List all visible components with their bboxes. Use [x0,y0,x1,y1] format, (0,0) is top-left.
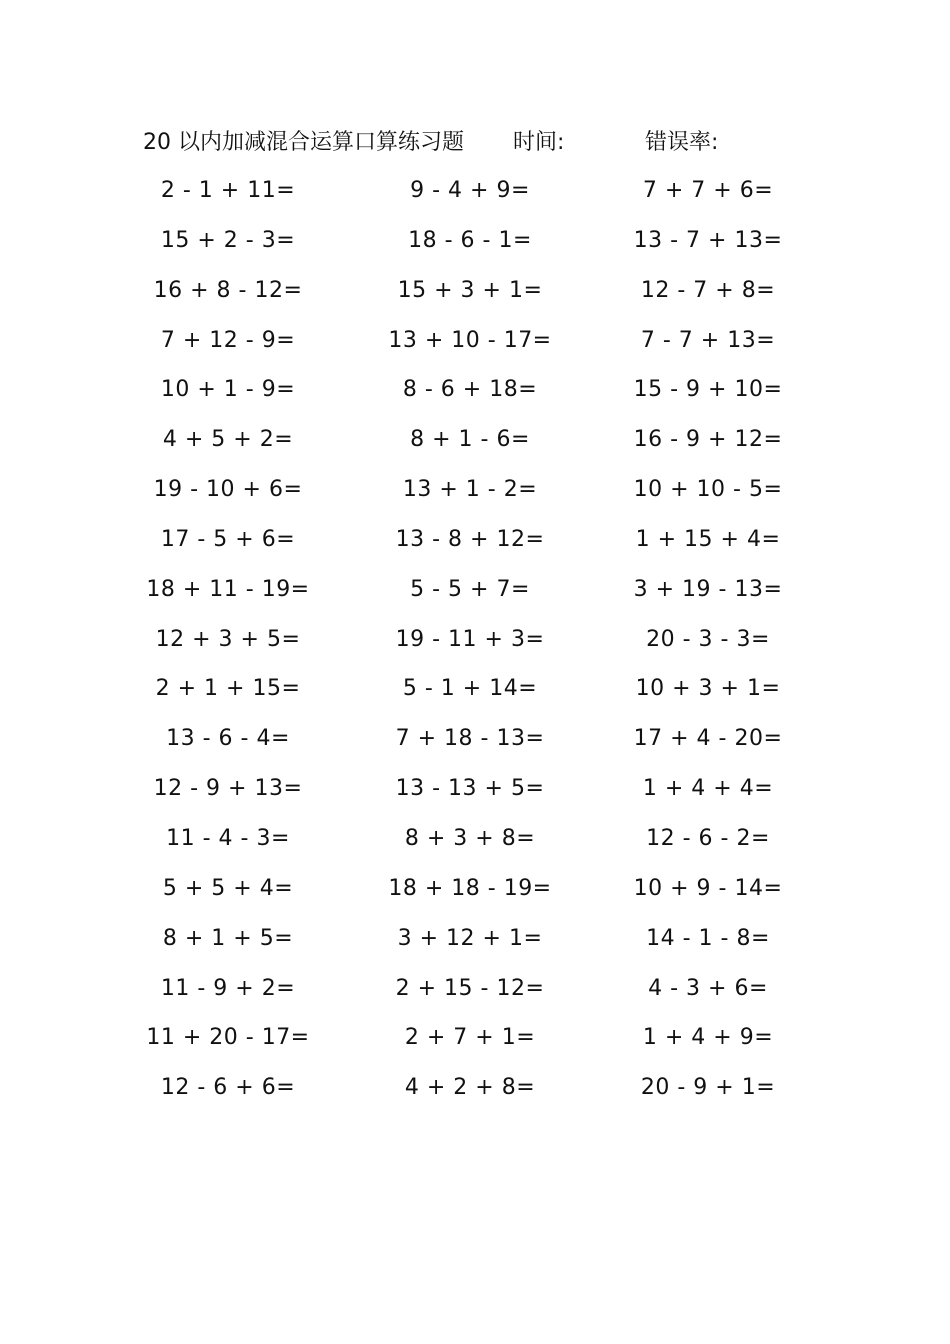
problem-row [0,922,950,972]
problem-item: 12 + 3 + 5= [155,626,301,652]
problem-item: 8 - 6 + 18= [402,377,538,403]
problem-item: 10 + 10 - 5= [633,477,783,503]
problem-row [0,623,950,673]
problem-item: 19 - 11 + 3= [395,626,545,652]
problem-item: 2 - 1 + 11= [160,178,296,203]
worksheet-title: 20 以内加减混合运算口算练习题 [143,130,464,155]
problem-item: 19 - 10 + 6= [153,477,303,503]
problem-item: 13 - 8 + 12= [395,526,545,552]
problem-item: 10 + 3 + 1= [635,676,781,702]
problem-item: 5 + 5 + 4= [162,875,294,901]
problem-row [0,772,950,822]
problem-item: 12 - 6 - 2= [646,825,770,851]
problem-item: 5 - 5 + 7= [410,576,530,602]
problem-item: 2 + 15 - 12= [395,975,545,1001]
problem-row [0,872,950,922]
problem-grid [0,174,950,1121]
problem-item: 7 - 7 + 13= [640,327,776,353]
time-label: 时间: [513,130,565,155]
problem-row [0,822,950,872]
problem-row [0,423,950,473]
problem-row [0,473,950,523]
problem-item: 10 + 1 - 9= [160,377,296,403]
problem-item: 11 - 4 - 3= [166,825,290,851]
problem-row [0,523,950,573]
problem-item: 4 + 2 + 8= [404,1075,536,1101]
problem-item: 15 + 3 + 1= [397,277,543,303]
problem-item: 11 - 9 + 2= [160,975,296,1001]
problem-item: 4 - 3 + 6= [648,975,768,1001]
problem-item: 20 - 9 + 1= [640,1075,776,1101]
problem-item: 20 - 3 - 3= [646,626,770,652]
problem-item: 16 - 9 + 12= [633,427,783,453]
problem-item: 15 + 2 - 3= [160,227,296,253]
problem-item: 3 + 19 - 13= [633,576,783,602]
error-rate-label: 错误率: [645,130,719,155]
problem-item: 7 + 7 + 6= [642,178,774,203]
problem-item: 2 + 1 + 15= [155,676,301,702]
problem-item: 13 + 1 - 2= [402,477,538,503]
problem-item: 2 + 7 + 1= [404,1025,536,1051]
problem-item: 13 - 13 + 5= [395,776,545,802]
problem-row [0,1021,950,1071]
problem-row [0,1071,950,1121]
problem-item: 17 - 5 + 6= [160,526,296,552]
problem-item: 13 + 10 - 17= [388,327,552,353]
problem-item: 18 + 11 - 19= [146,576,310,602]
problem-item: 1 + 4 + 4= [642,776,774,802]
problem-item: 8 + 1 + 5= [162,925,294,951]
problem-item: 12 - 9 + 13= [153,776,303,802]
problem-item: 1 + 15 + 4= [635,526,781,552]
problem-item: 15 - 9 + 10= [633,377,783,403]
problem-item: 16 + 8 - 12= [153,277,303,303]
problem-item: 9 - 4 + 9= [410,178,530,203]
problem-row [0,573,950,623]
problem-item: 14 - 1 - 8= [646,925,770,951]
problem-item: 5 - 1 + 14= [402,676,538,702]
problem-item: 7 + 12 - 9= [160,327,296,353]
problem-item: 17 + 4 - 20= [633,726,783,752]
problem-row [0,274,950,324]
problem-item: 8 + 1 - 6= [410,427,530,453]
problem-row [0,972,950,1022]
problem-row [0,672,950,722]
problem-item: 7 + 18 - 13= [395,726,545,752]
problem-row [0,224,950,274]
problem-row [0,174,950,224]
problem-row [0,373,950,423]
problem-item: 8 + 3 + 8= [404,825,536,851]
problem-row [0,324,950,374]
problem-item: 18 + 18 - 19= [388,875,552,901]
problem-item: 11 + 20 - 17= [146,1025,310,1051]
problem-item: 13 - 6 - 4= [166,726,290,752]
problem-item: 10 + 9 - 14= [633,875,783,901]
problem-item: 1 + 4 + 9= [642,1025,774,1051]
problem-item: 12 - 7 + 8= [640,277,776,303]
problem-item: 18 - 6 - 1= [408,227,532,253]
problem-item: 3 + 12 + 1= [397,925,543,951]
problem-item: 13 - 7 + 13= [633,227,783,253]
problem-row [0,722,950,772]
problem-item: 12 - 6 + 6= [160,1075,296,1101]
problem-item: 4 + 5 + 2= [162,427,294,453]
